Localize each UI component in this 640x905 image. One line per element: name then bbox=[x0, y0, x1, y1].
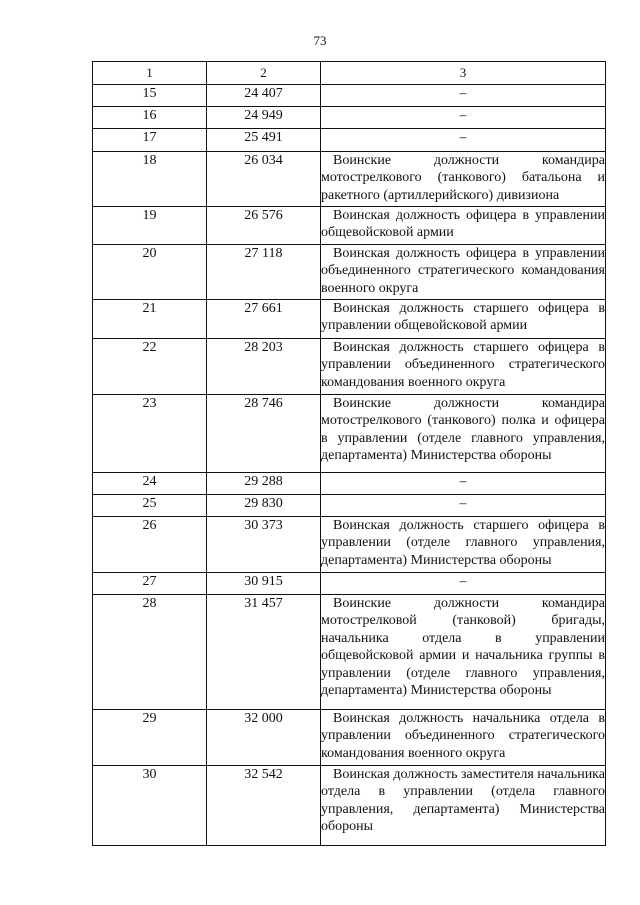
position-description bbox=[321, 495, 606, 517]
row-number: 28 bbox=[93, 595, 207, 710]
table-row bbox=[93, 495, 606, 517]
row-number: 20 bbox=[93, 245, 207, 300]
row-number: 25 bbox=[93, 495, 207, 517]
position-description-text: Воинская должность офицера в управлении общевойсковой армии bbox=[321, 208, 605, 241]
position-description-text: Воинские должности командира мотострелковой (танковой) бригады, начальника отдела в управлении общевойсковой армии и начальника группы в управлении (отделе главного управления, департамента) Министерства обороны bbox=[321, 596, 605, 699]
row-number: 22 bbox=[93, 339, 207, 395]
salary-value: 28 203 bbox=[207, 339, 321, 395]
table-row bbox=[93, 395, 606, 473]
table-row bbox=[93, 129, 606, 152]
salary-value: 27 118 bbox=[207, 245, 321, 300]
table-row bbox=[93, 595, 606, 710]
position-description-text: Воинская должность старшего офицера в управлении общевойсковой армии bbox=[321, 301, 605, 334]
salary-value: 28 746 bbox=[207, 395, 321, 473]
salary-value: 32 542 bbox=[207, 766, 321, 846]
column-header-3: 3 bbox=[321, 62, 606, 85]
table-row bbox=[93, 473, 606, 495]
position-description-text: Воинская должность начальника отдела в управлении объединенного стратегического командования военного округа bbox=[321, 711, 605, 761]
table-row bbox=[93, 107, 606, 129]
table-header-row bbox=[93, 62, 606, 85]
table-row bbox=[93, 300, 606, 339]
row-number: 15 bbox=[93, 85, 207, 107]
position-description bbox=[321, 207, 606, 245]
position-description-text: – bbox=[459, 130, 467, 145]
position-description bbox=[321, 300, 606, 339]
table-row bbox=[93, 207, 606, 245]
row-number: 18 bbox=[93, 152, 207, 207]
salary-value: 32 000 bbox=[207, 710, 321, 766]
position-description-text: Воинская должность старшего офицера в управлении объединенного стратегического командования военного округа bbox=[321, 340, 605, 390]
row-number: 19 bbox=[93, 207, 207, 245]
salary-value: 25 491 bbox=[207, 129, 321, 152]
salary-value: 27 661 bbox=[207, 300, 321, 339]
position-description bbox=[321, 129, 606, 152]
row-number: 30 bbox=[93, 766, 207, 846]
table-row bbox=[93, 85, 606, 107]
table-row bbox=[93, 766, 606, 846]
row-number: 26 bbox=[93, 517, 207, 573]
position-description-text: Воинские должности командира мотострелкового (танкового) полка и офицера в управлении (отделе главного управления, департамента) Министерства обороны bbox=[321, 396, 605, 464]
position-description bbox=[321, 85, 606, 107]
table-row bbox=[93, 710, 606, 766]
position-description bbox=[321, 107, 606, 129]
position-description bbox=[321, 710, 606, 766]
row-number: 16 bbox=[93, 107, 207, 129]
table-row bbox=[93, 339, 606, 395]
position-description bbox=[321, 595, 606, 710]
salary-value: 26 034 bbox=[207, 152, 321, 207]
row-number: 21 bbox=[93, 300, 207, 339]
salary-table bbox=[92, 61, 606, 846]
salary-value: 31 457 bbox=[207, 595, 321, 710]
position-description-text: Воинская должность офицера в управлении объединенного стратегического командования военного округа bbox=[321, 246, 605, 296]
position-description-text: Воинские должности командира мотострелкового (танкового) батальона и ракетного (артиллерийского) дивизиона bbox=[321, 153, 605, 203]
column-header-1: 1 bbox=[93, 62, 207, 85]
position-description bbox=[321, 573, 606, 595]
position-description-text: – bbox=[459, 108, 467, 123]
table-row bbox=[93, 517, 606, 573]
position-description-text: – bbox=[459, 86, 467, 101]
position-description-text: Воинская должность заместителя начальника отдела в управлении (отдела главного управления, департамента) Министерства обороны bbox=[321, 767, 605, 835]
position-description bbox=[321, 473, 606, 495]
salary-value: 24 949 bbox=[207, 107, 321, 129]
salary-value: 29 288 bbox=[207, 473, 321, 495]
position-description-text: – bbox=[459, 474, 467, 489]
position-description bbox=[321, 339, 606, 395]
row-number: 23 bbox=[93, 395, 207, 473]
position-description bbox=[321, 245, 606, 300]
row-number: 29 bbox=[93, 710, 207, 766]
row-number: 17 bbox=[93, 129, 207, 152]
salary-value: 30 915 bbox=[207, 573, 321, 595]
salary-value: 26 576 bbox=[207, 207, 321, 245]
salary-value: 30 373 bbox=[207, 517, 321, 573]
position-description bbox=[321, 152, 606, 207]
salary-value: 24 407 bbox=[207, 85, 321, 107]
row-number: 24 bbox=[93, 473, 207, 495]
table-row bbox=[93, 573, 606, 595]
position-description bbox=[321, 766, 606, 846]
table-row bbox=[93, 245, 606, 300]
position-description-text: – bbox=[459, 496, 467, 511]
column-header-2: 2 bbox=[207, 62, 321, 85]
table-row bbox=[93, 152, 606, 207]
position-description-text: – bbox=[459, 574, 467, 589]
position-description-text: Воинская должность старшего офицера в управлении (отделе главного управления, департамента) Министерства обороны bbox=[321, 518, 605, 568]
position-description bbox=[321, 395, 606, 473]
row-number: 27 bbox=[93, 573, 207, 595]
salary-value: 29 830 bbox=[207, 495, 321, 517]
position-description bbox=[321, 517, 606, 573]
page-number: 73 bbox=[313, 33, 327, 48]
